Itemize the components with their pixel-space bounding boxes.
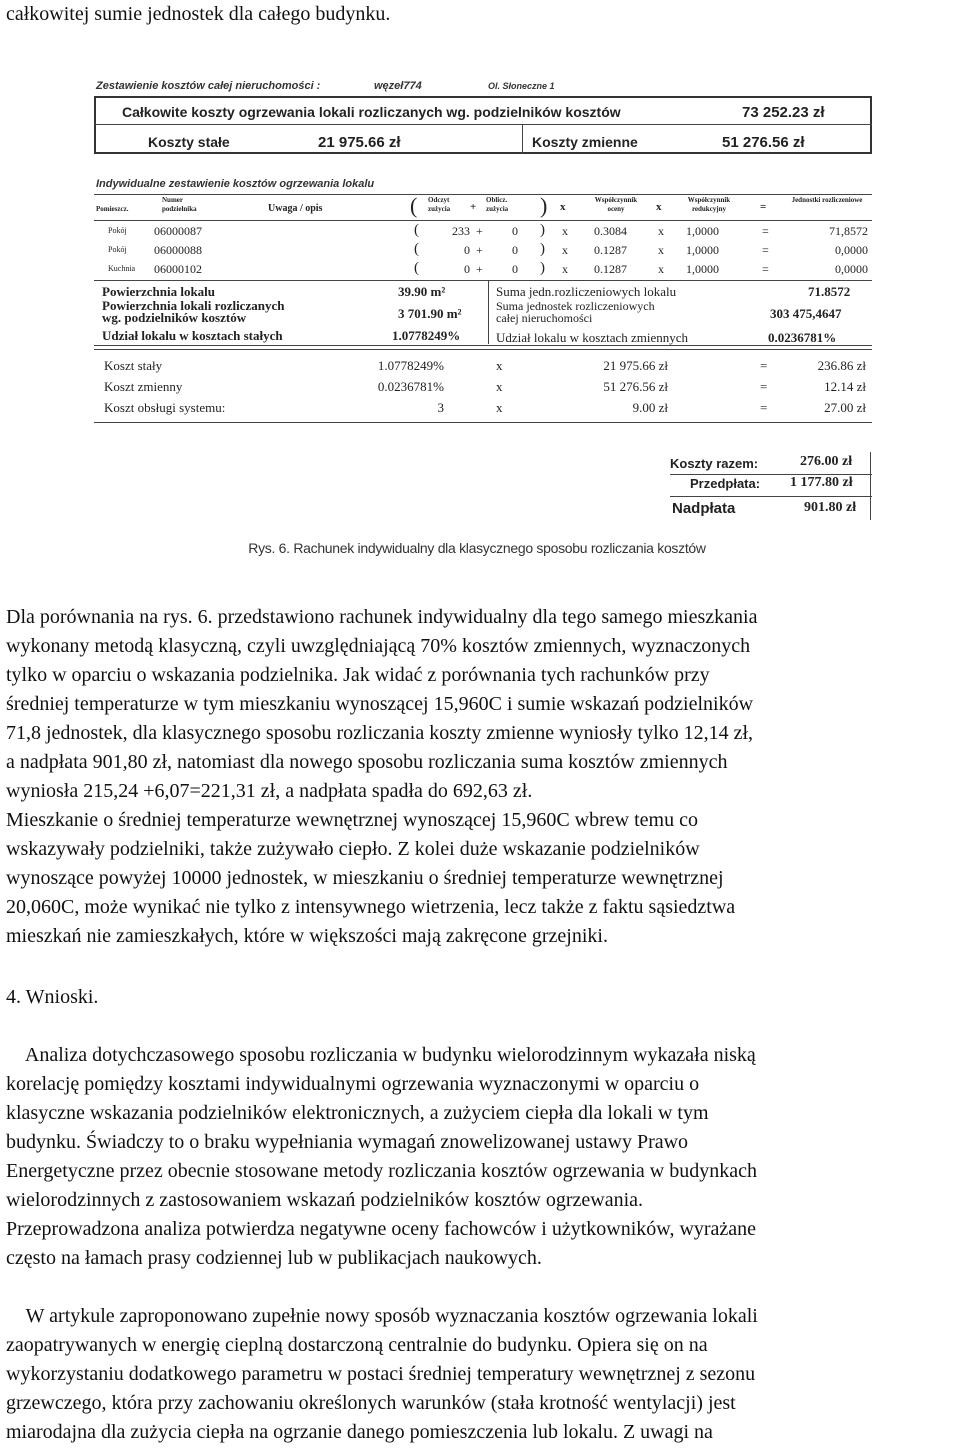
- row-equals: =: [762, 262, 769, 276]
- paragraph-line: tylko w oparciu o wskazania podzielnika. Jak widać z porównania tych rachunków przy: [6, 664, 710, 686]
- figure-caption: Rys. 6. Rachunek indywidualny dla klasycznego sposobu rozliczania kosztów: [248, 540, 706, 556]
- area-total-label-1: Powierzchnia lokali rozliczanych: [102, 298, 285, 313]
- total-cost-label: Całkowite koszty ogrzewania lokali rozliczanych wg. podzielników kosztów: [122, 104, 621, 120]
- summary-header-title: Zestawienie kosztów całej nieruchomości :: [96, 80, 321, 92]
- paragraph-line: klasyczne wskazania podzielników elektronicznych, a zużyciem ciepła dla lokali w tym: [6, 1102, 709, 1124]
- variable-cost-value: 51 276.56 zł: [722, 134, 805, 151]
- prepay-label: Przedpłata:: [690, 476, 761, 491]
- row-times-1: x: [562, 262, 568, 276]
- header-close-paren: ): [540, 193, 548, 218]
- units-total-label-1: Suma jednostek rozliczeniowych: [496, 299, 655, 313]
- share-fixed-label: Udział lokalu w kosztach stałych: [102, 328, 283, 343]
- col-units: Jednostki rozliczeniowe: [791, 196, 863, 204]
- row-coef-reduction: 1,0000: [686, 262, 719, 276]
- paragraph-line: wyniosła 215,24 +6,07=221,31 zł, a nadpłata spadła do 692,63 zł.: [6, 780, 533, 802]
- paragraph-proposal: [6, 1302, 956, 1447]
- share-variable-value: 0.0236781%: [768, 330, 837, 345]
- row-units: 0,0000: [835, 243, 868, 257]
- fixed-cost-value: 21 975.66 zł: [318, 134, 401, 151]
- row-plus: +: [476, 224, 483, 238]
- col-remark: Uwaga / opis: [268, 203, 323, 214]
- row-close-paren: ): [540, 241, 545, 257]
- row-equals: =: [762, 243, 769, 257]
- row-coef-eval: 0.3084: [594, 224, 627, 238]
- cost-row-equals: =: [760, 400, 768, 415]
- cost-row-share: 3: [437, 400, 444, 415]
- row-plus: +: [476, 262, 483, 276]
- row-meter-number: 06000087: [154, 224, 202, 238]
- columns-bottom-rule: [94, 220, 872, 221]
- sum-label: Koszty razem:: [670, 456, 759, 471]
- totals-right-edge: [870, 452, 871, 520]
- sum-value: 276.00 zł: [800, 454, 853, 469]
- share-fixed-value: 1.0778249%: [392, 328, 461, 343]
- paragraph-line: Analiza dotychczasowego sposobu rozliczania w budynku wielorodzinnym wykazała niską: [6, 1044, 756, 1066]
- col-coef-eval: Współczynnik oceny: [594, 196, 638, 213]
- row-estimate: 0: [512, 224, 518, 238]
- cost-row-result: 12.14 zł: [824, 379, 866, 394]
- row-close-paren: ): [540, 260, 545, 276]
- row-times-1: x: [562, 243, 568, 257]
- cost-row-equals: =: [760, 379, 768, 394]
- variable-cost-label: Koszty zmienne: [532, 134, 638, 150]
- area-total-label-2: wg. podzielników kosztów: [102, 310, 247, 325]
- row-times-2: x: [658, 224, 664, 238]
- row-meter-number: 06000088: [154, 243, 202, 257]
- row-open-paren: (: [414, 260, 419, 276]
- cost-block-rule: [94, 422, 872, 423]
- summary-header-node: węzeł774: [374, 80, 422, 92]
- header-plus: +: [470, 201, 477, 213]
- paragraph-conclusions: [6, 1041, 956, 1273]
- col-reading: Odczyt zużycia: [428, 196, 451, 213]
- rows-bottom-rule: [94, 280, 872, 281]
- paragraph-line: Mieszkanie o średniej temperaturze wewnętrznej wynoszącej 15,960C wbrew temu co: [6, 809, 698, 831]
- row-room: Pokój: [108, 245, 127, 254]
- columns-top-rule: [94, 194, 872, 195]
- section-heading: 4. Wnioski.: [6, 986, 99, 1008]
- paragraph-line: Dla porównania na rys. 6. przedstawiono rachunek indywidualny dla tego samego mieszkania: [6, 606, 758, 628]
- fixed-cost-label: Koszty stałe: [148, 134, 230, 150]
- row-times-2: x: [658, 243, 664, 257]
- cost-row-base: 21 975.66 zł: [603, 358, 668, 373]
- header-times-2: x: [656, 201, 662, 213]
- area-block-rule: [94, 345, 872, 346]
- overpayment-label: Nadpłata: [672, 500, 736, 517]
- paragraph-line: wskazywały podzielniki, także zużywało ciepło. Z kolei duże wskazanie podzielników: [6, 838, 700, 860]
- paragraph-line: budynku. Świadczy to o braku wypełniania wymagań znowelizowanej ustawy Prawo: [6, 1131, 689, 1153]
- share-variable-label: Udział lokalu w kosztach zmiennych: [496, 330, 689, 345]
- row-coef-reduction: 1,0000: [686, 243, 719, 257]
- units-total-value: 303 475,4647: [770, 306, 842, 321]
- col-number: Numer podzielnika: [162, 196, 197, 213]
- cost-row-label: Koszt stały: [104, 358, 163, 373]
- paragraph-line: 71,8 jednostek, dla klasycznego sposobu rozliczania koszty zmienne wyniosły tylko 12,14 zł,: [6, 722, 754, 744]
- row-estimate: 0: [512, 243, 518, 257]
- overpayment-value: 901.80 zł: [804, 500, 857, 515]
- row-plus: +: [476, 243, 483, 257]
- units-total-label-2: całej nieruchomości: [496, 311, 593, 325]
- row-room: Pokój: [108, 226, 127, 235]
- row-open-paren: (: [414, 241, 419, 257]
- paragraph-line: często na łamach prasy codziennej lub w publikacjach naukowych.: [6, 1247, 542, 1269]
- summary-divider: [94, 124, 872, 125]
- header-times-1: x: [560, 201, 566, 213]
- paragraph-line: mieszkań nie zamieszkałych, które w większości mają zakręcone grzejniki.: [6, 925, 608, 947]
- row-times-1: x: [562, 224, 568, 238]
- prepay-value: 1 177.80 zł: [790, 475, 853, 490]
- row-equals: =: [762, 224, 769, 238]
- cost-row-times: x: [496, 400, 503, 415]
- area-block-split: [488, 280, 489, 344]
- area-label: Powierzchnia lokalu: [102, 284, 216, 299]
- row-open-paren: (: [414, 222, 419, 238]
- units-sum-label: Suma jedn.rozliczeniowych lokalu: [496, 284, 677, 299]
- row-coef-reduction: 1,0000: [686, 224, 719, 238]
- cost-row-result: 236.86 zł: [817, 358, 866, 373]
- heating-bill-figure: [92, 74, 872, 520]
- summary-header-street: Ol. Słoneczne 1: [488, 81, 555, 91]
- cost-row-times: x: [496, 358, 503, 373]
- paragraph-line: miarodajna dla zużycia ciepła na ogrzanie danego pomieszczenia lub lokalu. Z uwagi na: [6, 1421, 713, 1443]
- row-estimate: 0: [512, 262, 518, 276]
- paragraph-comparison: [6, 603, 956, 951]
- area-value: 39.90 m²: [398, 284, 446, 299]
- row-units: 0,0000: [835, 262, 868, 276]
- col-estimate: Oblicz. zużycia: [486, 196, 509, 213]
- paragraph-line: wynoszące powyżej 10000 jednostek, w mieszkaniu o średniej temperaturze wewnętrznej: [6, 867, 724, 889]
- paragraph-line: wykonany metodą klasyczną, czyli uwzględniającą 70% kosztów zmiennych, wyznaczonych: [6, 635, 751, 657]
- paragraph-line: W artykule zaproponowano zupełnie nowy sposób wyznaczania kosztów ogrzewania lokali: [6, 1305, 758, 1327]
- cost-row-base: 9.00 zł: [632, 400, 668, 415]
- paragraph-line: 20,060C, może wynikać nie tylko z intensywnego wietrzenia, lecz także z faktu sąsiedztwa: [6, 896, 736, 918]
- paragraph-line: a nadpłata 901,80 zł, natomiast dla nowego sposobu rozliczania suma kosztów zmiennych: [6, 751, 728, 773]
- col-coef-reduction: Współczynnik redukcyjny: [687, 196, 731, 213]
- row-reading: 233: [452, 224, 470, 238]
- cost-row-base: 51 276.56 zł: [603, 379, 668, 394]
- total-cost-value: 73 252.23 zł: [742, 104, 825, 121]
- prepay-rule: [670, 496, 872, 497]
- summary-split: [522, 124, 523, 154]
- paragraph-line: wielorodzinnych z zastosowaniem wskazań podzielników kosztów ogrzewania.: [6, 1189, 644, 1211]
- row-times-2: x: [658, 262, 664, 276]
- row-room: Kuchnia: [108, 264, 136, 273]
- units-sum-value: 71.8572: [808, 284, 851, 299]
- row-reading: 0: [464, 243, 470, 257]
- top-text-line: całkowitej sumie jednostek dla całego budynku.: [6, 3, 391, 25]
- cost-row-share: 0.0236781%: [377, 379, 444, 394]
- paragraph-line: Przeprowadzona analiza potwierdza negatywne oceny fachowców i użytkowników, wyrażane: [6, 1218, 757, 1240]
- cost-row-result: 27.00 zł: [824, 400, 866, 415]
- area-total-value: 3 701.90 m²: [398, 306, 462, 321]
- cost-row-times: x: [496, 379, 503, 394]
- cost-row-label: Koszt zmienny: [104, 379, 183, 394]
- paragraph-line: wykorzystaniu dodatkowego parametru w postaci średniej temperatury wewnętrznej z sezonu: [6, 1363, 756, 1385]
- paragraph-line: korelację pomiędzy kosztami indywidualnymi ogrzewania wyznaczonymi w oparciu o: [6, 1073, 700, 1095]
- paragraph-line: średniej temperaturze w tym mieszkaniu wynoszącej 15,960C i sumie wskazań podzielników: [6, 693, 754, 715]
- header-open-paren: (: [410, 193, 418, 218]
- header-equals: =: [760, 201, 767, 213]
- row-coef-eval: 0.1287: [594, 243, 627, 257]
- area-block-rule-double: [94, 349, 872, 350]
- paragraph-line: zaopatrywanych w energię cieplną dostarczoną centralnie do budynku. Opiera się on na: [6, 1334, 708, 1356]
- row-coef-eval: 0.1287: [594, 262, 627, 276]
- cost-row-equals: =: [760, 358, 768, 373]
- cost-row-label: Koszt obsługi systemu:: [104, 400, 226, 415]
- paragraph-line: Energetyczne przez obecnie stosowane metody rozliczania kosztów ogrzewania w budynkach: [6, 1160, 757, 1182]
- row-meter-number: 06000102: [154, 262, 202, 276]
- individual-summary-title: Indywidualne zestawienie kosztów ogrzewania lokalu: [96, 178, 375, 190]
- row-units: 71,8572: [829, 224, 868, 238]
- paragraph-line: grzewczego, która przy zachowaniu określonych warunków (stała krotność wentylacji) jest: [6, 1392, 736, 1414]
- cost-row-share: 1.0778249%: [377, 358, 444, 373]
- row-close-paren: ): [540, 222, 545, 238]
- col-room: Pomieszcz.: [96, 205, 129, 213]
- row-reading: 0: [464, 262, 470, 276]
